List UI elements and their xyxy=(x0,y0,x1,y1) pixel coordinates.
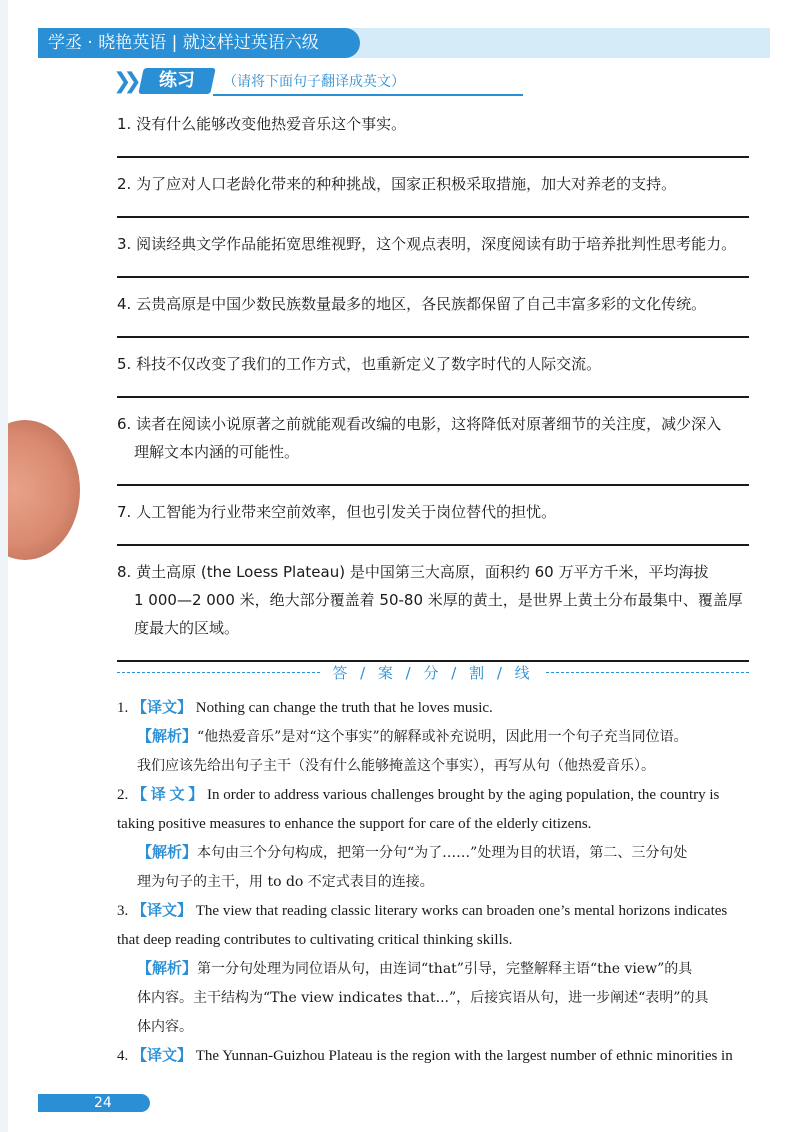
answer-number: 2. xyxy=(117,787,129,803)
answer-3-translation xyxy=(117,897,753,926)
exercise-text: 5. 科技不仅改变了我们的工作方式，也重新定义了数字时代的人际交流。 xyxy=(117,355,602,373)
translation-text-continued: taking positive measures to enhance the support for care of the elderly citizens. xyxy=(117,816,592,832)
translation-text: The Yunnan-Guizhou Plateau is the region with the largest number of ethnic minorities in xyxy=(195,1048,733,1064)
exercise-text-continued: 理解文本内涵的可能性。 xyxy=(134,443,300,461)
page-number: 24 xyxy=(94,1095,112,1111)
answer-number: 4. xyxy=(117,1048,129,1064)
divider-dots xyxy=(117,672,320,673)
analysis-text-continued: 体内容。 xyxy=(137,1019,193,1035)
translation-tag: 【译文】 xyxy=(132,700,193,716)
exercise-text: 8. 黄土高原 (the Loess Plateau) 是中国第三大高原，面积约 60 万平方千米，平均海拔 xyxy=(117,563,709,581)
section-badge: 练习 xyxy=(138,68,216,94)
exercise-item xyxy=(117,290,757,338)
exercise-item xyxy=(117,110,757,158)
answer-line[interactable] xyxy=(117,396,749,398)
answer-number: 1. xyxy=(117,700,129,716)
exercise-text: 3. 阅读经典文学作品能拓宽思维视野，这个观点表明，深度阅读有助于培养批判性思考能力。 xyxy=(117,235,737,253)
exercise-item xyxy=(117,230,757,278)
exercise-text: 2. 为了应对人口老龄化带来的种种挑战，国家正积极采取措施，加大对养老的支持。 xyxy=(117,175,677,193)
answer-line[interactable] xyxy=(117,484,749,486)
answer-line[interactable] xyxy=(117,544,749,546)
answer-1-translation xyxy=(117,694,753,723)
translation-text: In order to address various challenges brought by the aging population, the country is xyxy=(207,787,720,803)
page-header-title: 学丞 · 晓艳英语 | 就这样过英语六级 xyxy=(48,33,319,53)
answer-line[interactable] xyxy=(117,336,749,338)
section-underline xyxy=(213,94,523,96)
translation-text-continued: that deep reading contributes to cultivating critical thinking skills. xyxy=(117,932,513,948)
answer-divider xyxy=(117,662,749,682)
analysis-text: 第一分句处理为同位语从句，由连词“that”引导，完整解释主语“the view”的具 xyxy=(197,961,693,977)
exercise-text: 7. 人工智能为行业带来空前效率，但也引发关于岗位替代的担忧。 xyxy=(117,503,557,521)
divider-label: 答 / 案 / 分 / 割 / 线 xyxy=(332,663,534,682)
translation-tag: 【译文】 xyxy=(132,1048,193,1064)
analysis-tag: 【解析】 xyxy=(137,961,198,977)
translation-tag: 【译文】 xyxy=(132,903,193,919)
exercise-text-continued: 1 000—2 000 米，绝大部分覆盖着 50-80 米厚的黄土，是世界上黄土分布最集中、覆盖厚 xyxy=(134,591,743,609)
exercise-item xyxy=(117,498,757,546)
answer-2-analysis xyxy=(117,839,753,868)
analysis-text-continued: 理为句子的主干，用 to do 不定式表目的连接。 xyxy=(137,874,434,890)
translation-text: The view that reading classic literary works can broaden one’s mental horizons indicates xyxy=(195,903,728,919)
section-heading xyxy=(113,68,453,96)
exercise-item xyxy=(117,558,757,662)
exercise-text: 4. 云贵高原是中国少数民族数量最多的地区，各民族都保留了自己丰富多彩的文化传统。 xyxy=(117,295,707,313)
divider-dots xyxy=(546,672,749,673)
answer-3-analysis xyxy=(117,955,753,984)
exercise-text-continued: 度最大的区域。 xyxy=(134,619,240,637)
translation-tag: 【 译 文 】 xyxy=(132,787,204,803)
answer-number: 3. xyxy=(117,903,129,919)
exercise-item xyxy=(117,170,757,218)
exercise-list xyxy=(117,110,757,674)
translation-text: Nothing can change the truth that he loves music. xyxy=(195,700,493,716)
answer-line[interactable] xyxy=(117,156,749,158)
section-instruction: （请将下面句子翻译成英文） xyxy=(223,74,405,90)
answer-section xyxy=(117,694,753,1071)
header-band xyxy=(330,28,770,58)
exercise-text: 6. 读者在阅读小说原著之前就能观看改编的电影，这将降低对原著细节的关注度，减少深入 xyxy=(117,415,722,433)
analysis-text: 本句由三个分句构成，把第一分句“为了……”处理为目的状语，第二、三分句处 xyxy=(197,845,688,861)
answer-line[interactable] xyxy=(117,216,749,218)
exercise-item xyxy=(117,410,757,486)
answer-line[interactable] xyxy=(117,276,749,278)
thumb-image xyxy=(0,420,80,560)
answer-4-translation xyxy=(117,1042,753,1071)
exercise-item xyxy=(117,350,757,398)
chevron-right-icon: ❯❯ xyxy=(113,69,134,94)
exercise-text: 1. 没有什么能够改变他热爱音乐这个事实。 xyxy=(117,115,407,133)
analysis-tag: 【解析】 xyxy=(137,729,198,745)
analysis-text-continued: 体内容。主干结构为“The view indicates that...”，后接宾语从句，进一步阐述“表明”的具 xyxy=(137,990,709,1006)
analysis-tag: 【解析】 xyxy=(137,845,198,861)
answer-1-analysis xyxy=(117,723,753,752)
analysis-text: “他热爱音乐”是对“这个事实”的解释或补充说明，因此用一个句子充当同位语。 xyxy=(197,729,688,745)
analysis-text-continued: 我们应该先给出句子主干（没有什么能够掩盖这个事实），再写从句（他热爱音乐）。 xyxy=(137,758,655,774)
answer-2-translation xyxy=(117,781,753,810)
